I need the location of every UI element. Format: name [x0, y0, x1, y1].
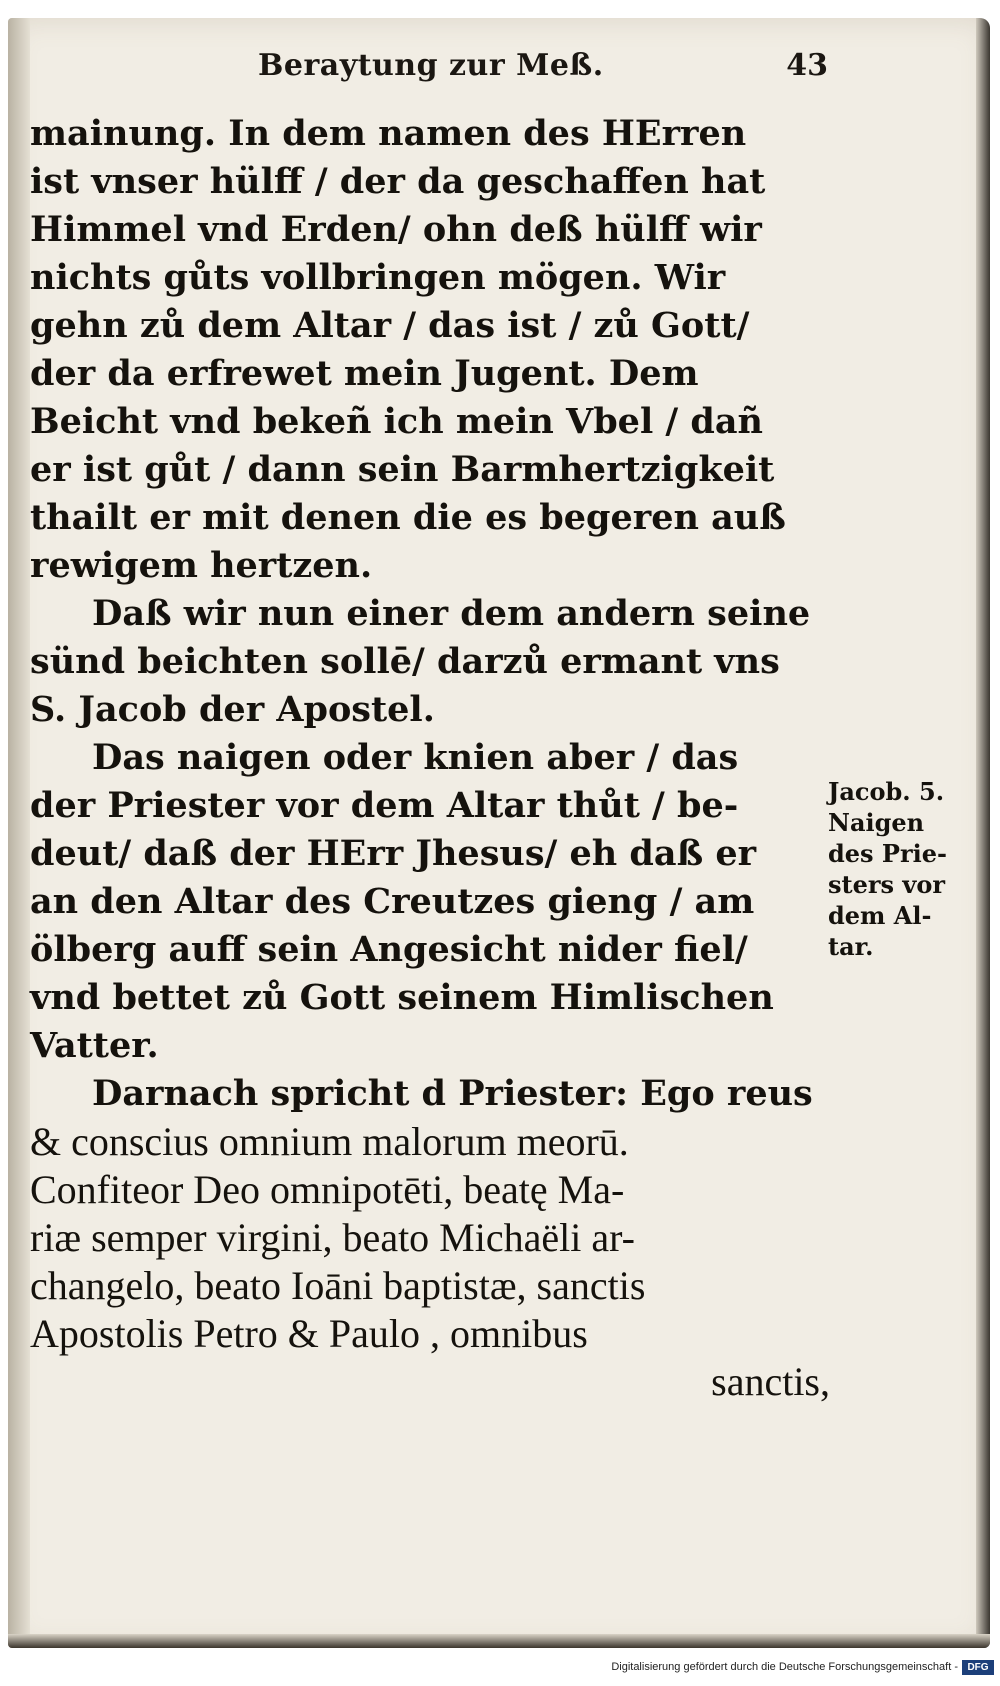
marginal-line: Jacob. 5. [828, 777, 945, 806]
text-line: er ist gůt / dann sein Barmhertzigkeit [30, 449, 775, 490]
marginal-line: sters vor [828, 870, 945, 899]
paragraph-latin [30, 1118, 830, 1406]
paragraph-1 [30, 110, 830, 590]
text-line: Vatter. [30, 1025, 159, 1066]
marginal-line: dem Al- [828, 901, 932, 930]
text-line: S. Jacob der Apostel. [30, 689, 435, 730]
text-line: Darnach spricht d Priester: Ego reus [92, 1073, 813, 1114]
text-line: ist vnser hülff / der da geschaffen hat [30, 161, 766, 202]
main-text-block [30, 110, 830, 1406]
text-line: Himmel vnd Erden/ ohn deß hülff wir [30, 209, 762, 250]
marginal-line: Naigen [828, 808, 925, 837]
text-line: vnd bettet zů Gott seinem Himlischen [30, 977, 774, 1018]
running-head: Beraytung zur Meß. [258, 48, 604, 83]
paragraph-2 [30, 590, 830, 734]
dfg-logo: DFG [962, 1660, 994, 1675]
text-line: ölberg auff sein Angesicht nider fiel/ [30, 929, 748, 970]
text-line: mainung. In dem namen des HErren [30, 113, 747, 154]
marginal-note [828, 776, 978, 962]
digitization-footer [0, 1652, 1000, 1686]
catchword: sanctis, [711, 1359, 830, 1404]
funding-credit: Digitalisierung gefördert durch die Deutsche Forschungsgemeinschaft - [611, 1661, 958, 1673]
text-line: Daß wir nun einer dem andern seine [92, 593, 811, 634]
latin-line: Apostolis Petro & Paulo , omnibus [30, 1311, 588, 1356]
paragraph-4 [30, 1070, 830, 1118]
latin-line: changelo, beato Ioāni baptistæ, sanctis [30, 1263, 646, 1308]
text-line: der Priester vor dem Altar thůt / be- [30, 785, 739, 826]
text-line: deut/ daß der HErr Jhesus/ eh daß er [30, 833, 757, 874]
text-line: gehn zů dem Altar / das ist / zů Gott/ [30, 305, 750, 346]
paragraph-3 [30, 734, 830, 1070]
text-line: sünd beichten sollē/ darzů ermant vns [30, 641, 780, 682]
text-line: der da erfrewet mein Jugent. Dem [30, 353, 699, 394]
page-bottom-edge [8, 1634, 990, 1648]
text-line: rewigem hertzen. [30, 545, 373, 586]
page-header [68, 48, 828, 98]
text-line: nichts gůts vollbringen mögen. Wir [30, 257, 726, 298]
page-spine-edge [8, 18, 30, 1648]
text-line: Das naigen oder knien aber / das [92, 737, 739, 778]
text-line: thailt er mit denen die es begeren auß [30, 497, 786, 538]
text-line: an den Altar des Creutzes gieng / am [30, 881, 755, 922]
page-right-edge [976, 18, 990, 1648]
latin-line: Confiteor Deo omnipotēti, beatę Ma- [30, 1167, 625, 1212]
latin-line: & conscius omnium malorum meorū. [30, 1119, 629, 1164]
latin-line: riæ semper virgini, beato Michaëli ar- [30, 1215, 635, 1260]
marginal-line: des Prie- [828, 839, 947, 868]
book-page [8, 18, 990, 1648]
text-line: Beicht vnd bekeñ ich mein Vbel / dañ [30, 401, 764, 442]
page-number: 43 [786, 48, 828, 83]
marginal-line: tar. [828, 932, 874, 961]
